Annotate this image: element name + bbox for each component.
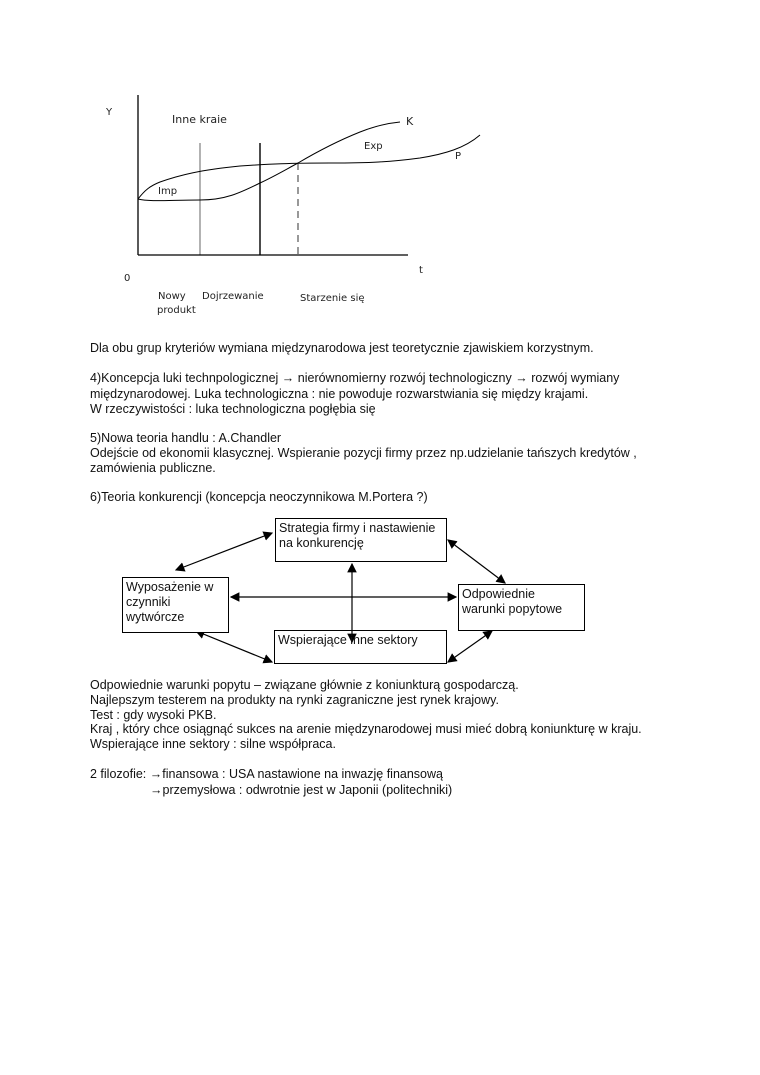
box-strategy: Strategia firmy i nastawienie na konkurencję <box>275 518 447 562</box>
paragraph: W rzeczywistości : luka technologiczna pogłębia się <box>90 402 376 416</box>
box-factors: Wyposażenie w czynniki wytwórcze <box>122 577 229 633</box>
origin-label: 0 <box>124 273 131 284</box>
paragraph: Dla obu grup kryteriów wymiana międzynarodowa jest teoretycznie zjawiskiem korzystnym. <box>90 341 594 355</box>
phase-new-2: produkt <box>157 305 196 316</box>
curve-k <box>138 122 400 201</box>
paragraph: Odpowiednie warunki popytu – związane głównie z koniunkturą gospodarczą. <box>90 678 519 692</box>
phase-new: Nowy <box>158 291 186 302</box>
imp-label: Imp <box>158 186 178 197</box>
paragraph: Test : gdy wysoki PKB. <box>90 708 217 722</box>
box-demand: Odpowiednie warunki popytowe <box>458 584 585 631</box>
paragraph: 2 filozofie: →finansowa : USA nastawione na inwazję finansową <box>90 767 443 781</box>
region-label: Inne kraie <box>172 113 227 126</box>
phase-maturity: Dojrzewanie <box>202 291 264 302</box>
paragraph: Kraj , który chce osiągnąć sukces na arenie międzynarodowej musi mieć dobrą koniunkturę w kraju. <box>90 722 642 736</box>
x-axis-label: t <box>419 265 423 276</box>
paragraph: →przemysłowa : odwrotnie jest w Japonii (politechniki) <box>150 783 453 797</box>
box-sectors: Wspierające inne sektory <box>274 630 447 664</box>
paragraph: zamówienia publiczne. <box>90 461 216 475</box>
curve-k-label: K <box>406 115 414 128</box>
paragraph: międzynarodowej. Luka technologiczna : nie powoduje rozwarstwiania się między krajami. <box>90 387 589 401</box>
exp-label: Exp <box>364 141 383 152</box>
paragraph: 4)Koncepcja luki technpologicznej → nierównomierny rozwój technologiczny → rozwój wymiany <box>90 371 620 385</box>
curve-p-label: P <box>455 151 462 162</box>
paragraph: Odejście od ekonomii klasycznej. Wspieranie pozycji firmy przez np.udzielanie tańszych kredytów , <box>90 446 637 460</box>
paragraph: 6)Teoria konkurencji (koncepcja neoczynnikowa M.Portera ?) <box>90 490 428 504</box>
phase-aging: Starzenie się <box>300 293 365 304</box>
paragraph: 5)Nowa teoria handlu : A.Chandler <box>90 431 282 445</box>
curve-p <box>138 135 480 199</box>
paragraph: Wspierające inne sektory : silne współpraca. <box>90 737 336 751</box>
y-axis-label: Y <box>106 107 113 118</box>
paragraph: Najlepszym testerem na produkty na rynki zagraniczne jest rynek krajowy. <box>90 693 499 707</box>
